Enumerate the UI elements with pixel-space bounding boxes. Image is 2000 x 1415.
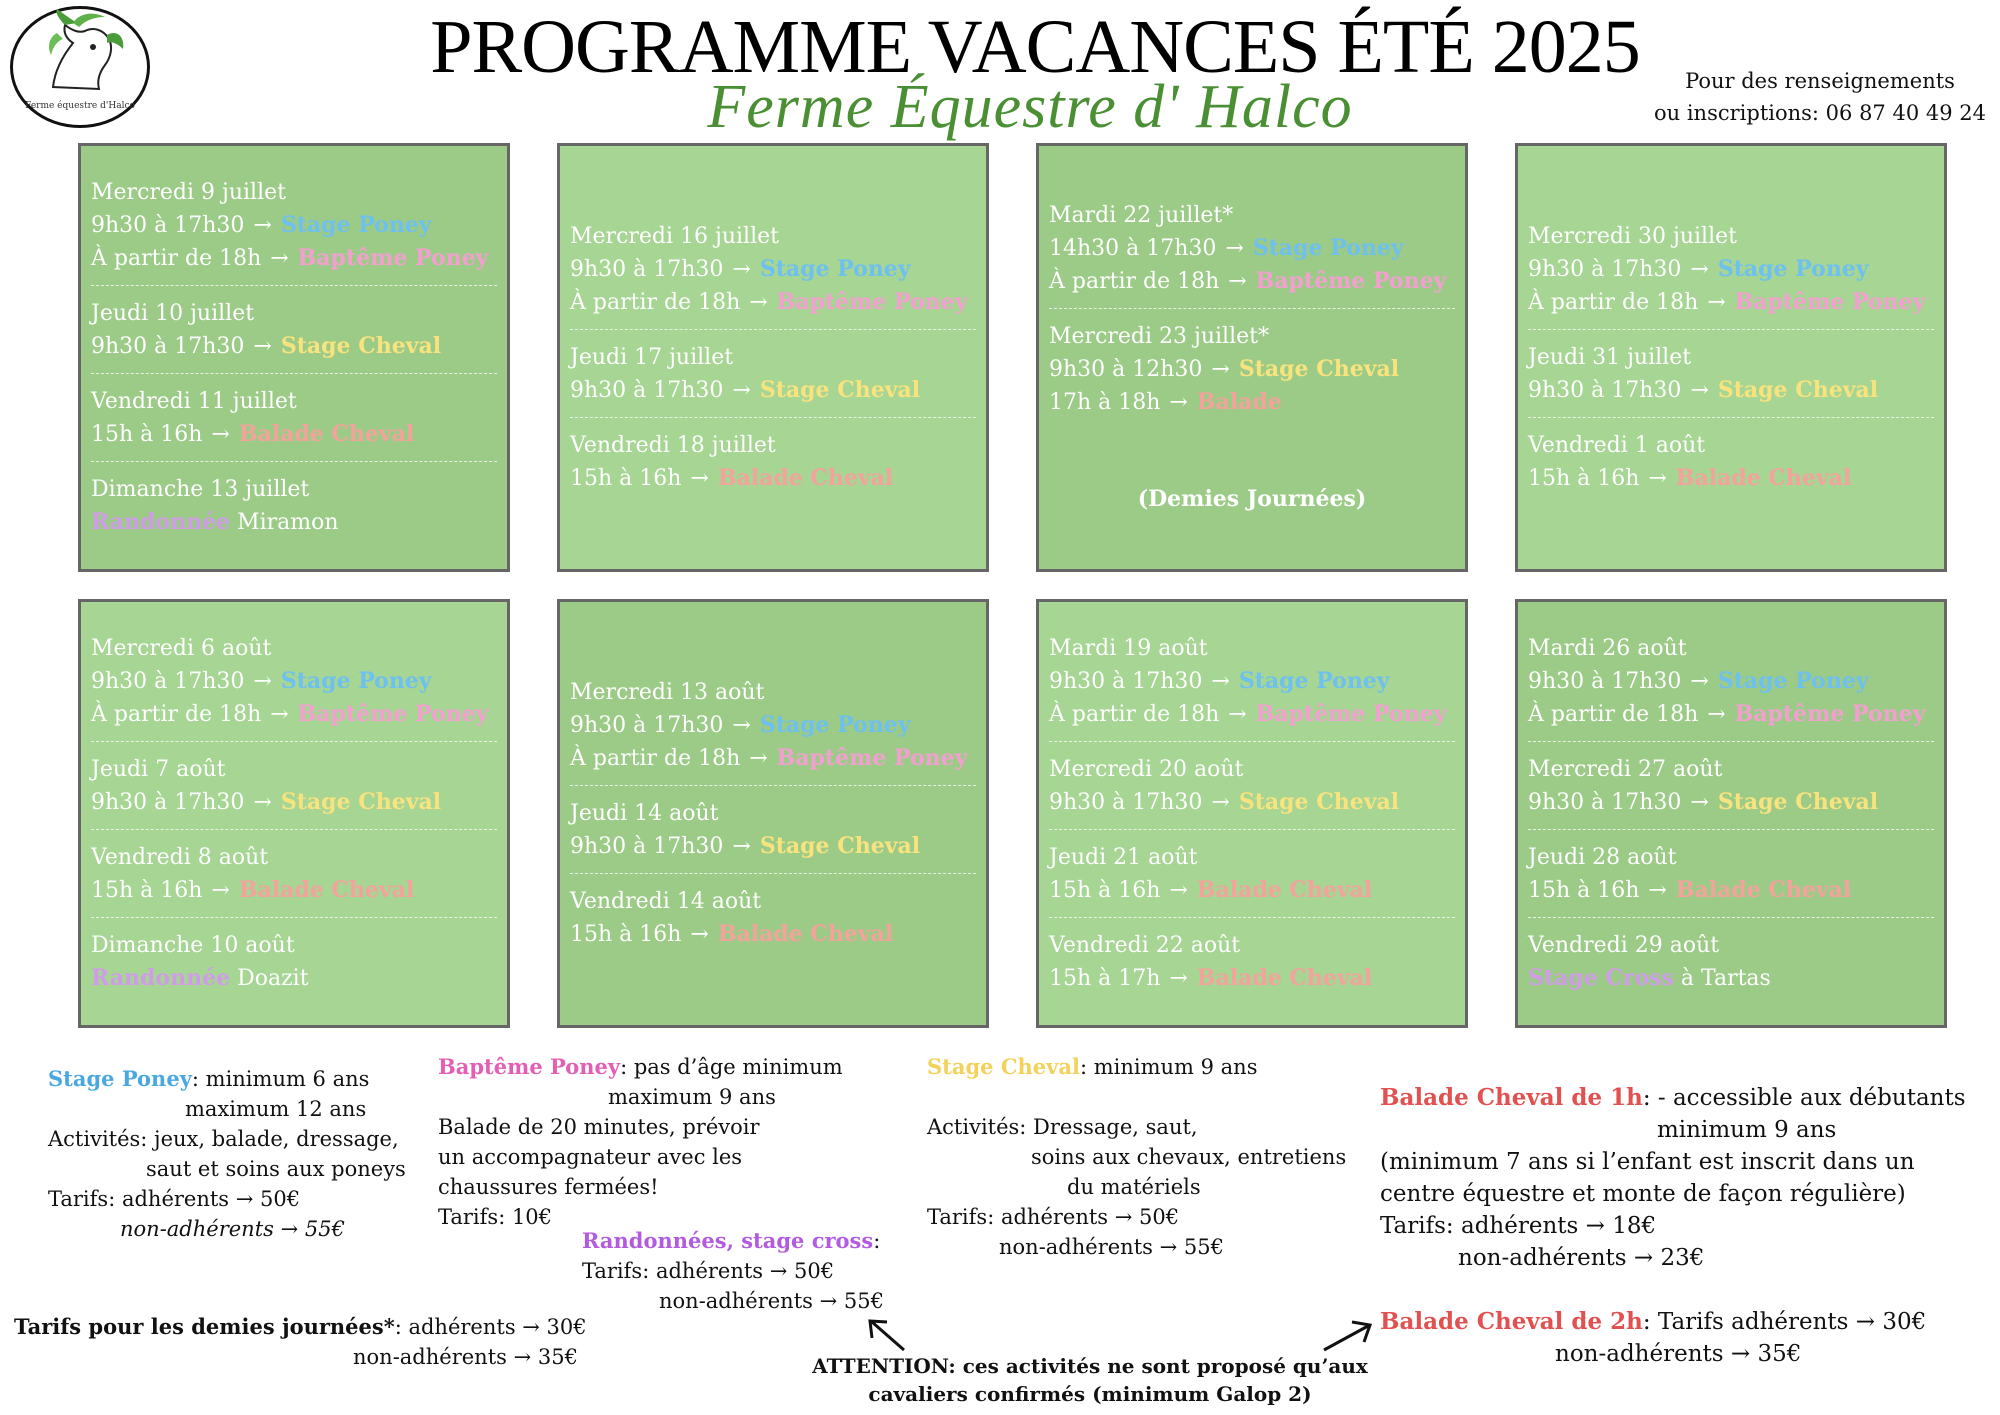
card-date: Jeudi 7 août bbox=[91, 756, 226, 782]
page-subtitle: Ferme Équestre d' Halco bbox=[707, 73, 1353, 141]
activity-time: 9h30 à 12h30 bbox=[1049, 357, 1203, 382]
info-text: : minimum 6 ans bbox=[191, 1067, 370, 1091]
info-text: : - accessible aux débutants bbox=[1642, 1085, 1966, 1111]
activity-name: Stage Poney bbox=[1238, 667, 1390, 694]
card-date: Jeudi 14 août bbox=[570, 800, 719, 826]
week-card bbox=[1515, 599, 1947, 1028]
arrow-icon: → bbox=[246, 212, 279, 238]
card-date: Vendredi 11 juillet bbox=[91, 388, 297, 414]
logo-text: Ferme équestre d'Halco bbox=[25, 101, 135, 111]
arrow-icon: → bbox=[725, 256, 758, 282]
card-divider bbox=[570, 873, 976, 874]
activity-name: Balade Cheval bbox=[1675, 876, 1852, 903]
activity-time: 15h à 16h bbox=[91, 421, 203, 447]
info-text: maximum 12 ans bbox=[185, 1097, 367, 1121]
arrow-icon: → bbox=[1683, 668, 1716, 694]
info-text: non-adhérents → 55€ bbox=[120, 1217, 345, 1241]
contact-line-2: ou inscriptions: 06 87 40 49 24 bbox=[1654, 101, 1986, 125]
info-text: du matériels bbox=[1067, 1175, 1201, 1199]
info-text: Activités: Dressage, saut, bbox=[927, 1115, 1198, 1139]
card-date: Dimanche 10 août bbox=[91, 932, 295, 958]
info-label-demi-journees: Tarifs pour les demies journées* bbox=[14, 1314, 395, 1339]
card-divider bbox=[1528, 917, 1934, 918]
arrow-icon: → bbox=[1683, 256, 1716, 282]
activity-name: Stage Poney bbox=[1717, 255, 1869, 282]
card-divider bbox=[570, 785, 976, 786]
card-activity-row bbox=[91, 418, 497, 451]
arrow-left-icon bbox=[862, 1316, 912, 1356]
card-activity-row bbox=[91, 665, 497, 698]
activity-time: 9h30 à 17h30 bbox=[1528, 668, 1682, 694]
card-date: Mercredi 27 août bbox=[1528, 756, 1723, 782]
arrow-icon: → bbox=[1221, 269, 1254, 294]
info-label-balade-1h: Balade Cheval de 1h bbox=[1380, 1084, 1643, 1111]
arrow-icon: → bbox=[1162, 965, 1195, 991]
activity-time: 9h30 à 17h30 bbox=[570, 712, 724, 738]
arrow-icon: → bbox=[1162, 877, 1195, 903]
activity-time: À partir de 18h bbox=[570, 745, 741, 771]
info-text: maximum 9 ans bbox=[608, 1085, 776, 1109]
activity-name: Stage Cheval bbox=[759, 376, 921, 403]
activity-time: À partir de 18h bbox=[91, 701, 262, 727]
activity-name: Randonnée bbox=[91, 508, 231, 535]
activity-time: 15h à 16h bbox=[570, 465, 682, 491]
activity-time: À partir de 18h bbox=[570, 289, 741, 315]
activity-time: À partir de 18h bbox=[1528, 701, 1699, 727]
card-date: Vendredi 22 août bbox=[1049, 932, 1241, 958]
card-divider bbox=[1049, 829, 1455, 830]
activity-time: 15h à 16h bbox=[1528, 877, 1640, 903]
card-activity-row bbox=[570, 709, 976, 742]
info-stage-poney bbox=[48, 1064, 406, 1244]
card-activity-row bbox=[570, 286, 976, 319]
card-activity-row bbox=[1528, 786, 1934, 819]
activity-time: 9h30 à 17h30 bbox=[91, 668, 245, 694]
info-text: Tarifs: adhérents → 50€ bbox=[927, 1205, 1180, 1229]
card-activity-row bbox=[1528, 962, 1934, 995]
card-activity-row bbox=[570, 918, 976, 951]
activity-name: Stage Cheval bbox=[1238, 356, 1400, 382]
arrow-icon: → bbox=[204, 877, 237, 903]
info-randonnees bbox=[582, 1226, 884, 1316]
info-text: minimum 9 ans bbox=[1657, 1117, 1837, 1143]
arrow-icon: → bbox=[263, 245, 296, 271]
info-text: un accompagnateur avec les bbox=[438, 1145, 743, 1169]
activity-time: 15h à 16h bbox=[1528, 465, 1640, 491]
info-text: chaussures fermées! bbox=[438, 1175, 659, 1199]
card-date: Vendredi 14 août bbox=[570, 888, 762, 914]
card-date: Jeudi 21 août bbox=[1049, 844, 1198, 870]
card-divider bbox=[91, 741, 497, 742]
card-activity-row bbox=[570, 374, 976, 407]
activity-name: Baptême Poney bbox=[776, 744, 968, 771]
logo bbox=[10, 6, 150, 128]
card-activity-row bbox=[1049, 265, 1455, 298]
info-text: Tarifs: adhérents → 18€ bbox=[1380, 1213, 1657, 1239]
card-date: Mercredi 13 août bbox=[570, 679, 765, 705]
card-divider bbox=[1528, 829, 1934, 830]
info-label-stage-poney: Stage Poney bbox=[48, 1066, 192, 1091]
info-text: non-adhérents → 55€ bbox=[999, 1235, 1224, 1259]
card-divider bbox=[1528, 417, 1934, 418]
arrow-icon: → bbox=[1162, 390, 1195, 415]
card-activity-row bbox=[1049, 874, 1455, 907]
card-date: Mardi 26 août bbox=[1528, 635, 1687, 661]
card-divider bbox=[570, 417, 976, 418]
arrow-icon: → bbox=[1641, 877, 1674, 903]
activity-name: Baptême Poney bbox=[776, 288, 968, 315]
info-text: (minimum 7 ans si l’enfant est inscrit dans un bbox=[1380, 1149, 1915, 1175]
week-card bbox=[557, 599, 989, 1028]
arrow-icon: → bbox=[683, 921, 716, 947]
card-date: Jeudi 28 août bbox=[1528, 844, 1677, 870]
info-text: : minimum 9 ans bbox=[1079, 1055, 1258, 1079]
week-card bbox=[1515, 143, 1947, 572]
arrow-icon: → bbox=[725, 712, 758, 738]
week-card bbox=[1036, 599, 1468, 1028]
activity-time: 9h30 à 17h30 bbox=[1528, 256, 1682, 282]
card-divider bbox=[91, 461, 497, 462]
card-date: Mercredi 30 juillet bbox=[1528, 223, 1737, 249]
card-activity-row bbox=[91, 242, 497, 275]
info-text: Tarifs: adhérents → 50€ bbox=[48, 1187, 301, 1211]
activity-name: Baptême Poney bbox=[297, 244, 489, 271]
activity-time: 9h30 à 17h30 bbox=[91, 789, 245, 815]
activity-time: 9h30 à 17h30 bbox=[91, 212, 245, 238]
card-activity-row bbox=[91, 786, 497, 819]
card-date: Mercredi 9 juillet bbox=[91, 179, 286, 205]
attention-line-1: ATTENTION: ces activités ne sont proposé qu’aux bbox=[812, 1354, 1368, 1378]
arrow-icon: → bbox=[1204, 789, 1237, 815]
activity-time: À partir de 18h bbox=[1528, 289, 1699, 315]
arrow-icon: → bbox=[1700, 289, 1733, 315]
card-divider bbox=[570, 329, 976, 330]
contact-line-1: Pour des renseignements bbox=[1685, 69, 1955, 93]
card-activity-row bbox=[1049, 786, 1455, 819]
arrow-icon: → bbox=[1204, 357, 1237, 382]
activity-name: Balade Cheval bbox=[1675, 464, 1852, 491]
info-text: soins aux chevaux, entretiens bbox=[1031, 1145, 1347, 1169]
activity-name: Stage Cheval bbox=[280, 788, 442, 815]
activity-time: 15h à 16h bbox=[91, 877, 203, 903]
activity-time: 9h30 à 17h30 bbox=[1528, 377, 1682, 403]
arrow-icon: → bbox=[1700, 701, 1733, 727]
activity-name: Stage Poney bbox=[280, 211, 432, 238]
arrow-icon: → bbox=[1218, 236, 1251, 261]
info-text: Balade de 20 minutes, prévoir bbox=[438, 1115, 760, 1139]
week-card bbox=[78, 143, 510, 572]
arrow-icon: → bbox=[1221, 701, 1254, 727]
activity-name: Balade Cheval bbox=[238, 876, 415, 903]
info-text: non-adhérents → 35€ bbox=[353, 1345, 578, 1369]
card-date: Mardi 22 juillet* bbox=[1049, 203, 1234, 228]
card-activity-row bbox=[1049, 665, 1455, 698]
card-activity-row bbox=[1049, 962, 1455, 995]
activity-name: Balade Cheval bbox=[1196, 876, 1373, 903]
page-title: PROGRAMME VACANCES ÉTÉ 2025 bbox=[430, 5, 1640, 89]
arrow-icon: → bbox=[246, 333, 279, 359]
card-divider bbox=[1049, 741, 1455, 742]
info-demi-journees bbox=[14, 1312, 587, 1372]
week-card bbox=[557, 143, 989, 572]
card-date: Jeudi 31 juillet bbox=[1528, 344, 1692, 370]
activity-place: Miramon bbox=[230, 509, 339, 535]
contact-info bbox=[1640, 65, 2000, 129]
card-activity-row bbox=[1049, 698, 1455, 731]
card-activity-row bbox=[1528, 286, 1934, 319]
activity-name: Stage Poney bbox=[1252, 235, 1404, 261]
info-text: Tarifs: adhérents → 50€ bbox=[582, 1259, 835, 1283]
card-activity-row bbox=[1049, 232, 1455, 265]
arrow-icon: → bbox=[204, 421, 237, 447]
activity-time: 15h à 17h bbox=[1049, 965, 1161, 991]
card-date: Vendredi 8 août bbox=[91, 844, 269, 870]
activity-name: Stage Cheval bbox=[1717, 376, 1879, 403]
arrow-icon: → bbox=[725, 833, 758, 859]
info-text: centre équestre et monte de façon régulière) bbox=[1380, 1181, 1906, 1207]
info-label-balade-2h: Balade Cheval de 2h bbox=[1380, 1308, 1643, 1335]
activity-name: Balade Cheval bbox=[717, 464, 894, 491]
card-activity-row bbox=[1528, 874, 1934, 907]
activity-time: À partir de 18h bbox=[91, 245, 262, 271]
card-activity-row bbox=[570, 830, 976, 863]
card-date: Mercredi 6 août bbox=[91, 635, 272, 661]
arrow-icon: → bbox=[742, 745, 775, 771]
info-label-bapteme-poney: Baptême Poney bbox=[438, 1054, 621, 1079]
info-text: saut et soins aux poneys bbox=[146, 1157, 406, 1181]
info-label-stage-cheval: Stage Cheval bbox=[927, 1054, 1080, 1079]
arrow-right-icon bbox=[1318, 1316, 1378, 1356]
card-divider bbox=[1049, 308, 1455, 309]
horse-head-icon bbox=[13, 9, 147, 99]
activity-name: Baptême Poney bbox=[1734, 288, 1926, 315]
info-label-randonnees: Randonnées, stage cross bbox=[582, 1228, 874, 1253]
info-balade-1h bbox=[1380, 1082, 1966, 1274]
activity-name: Balade bbox=[1196, 389, 1282, 415]
card-activity-row bbox=[1049, 353, 1455, 386]
arrow-icon: → bbox=[725, 377, 758, 403]
card-activity-row bbox=[91, 874, 497, 907]
activity-name: Balade Cheval bbox=[1196, 964, 1373, 991]
activity-time: 9h30 à 17h30 bbox=[570, 833, 724, 859]
card-date: Jeudi 17 juillet bbox=[570, 344, 734, 370]
card-activity-row bbox=[91, 506, 497, 539]
activity-name: Stage Cross bbox=[1528, 964, 1674, 991]
arrow-icon: → bbox=[683, 465, 716, 491]
info-text: Activités: jeux, balade, dressage, bbox=[48, 1127, 399, 1151]
card-activity-row bbox=[1528, 665, 1934, 698]
card-activity-row bbox=[570, 462, 976, 495]
card-divider bbox=[91, 829, 497, 830]
activity-time: 9h30 à 17h30 bbox=[570, 377, 724, 403]
activity-time: 17h à 18h bbox=[1049, 390, 1161, 415]
arrow-icon: → bbox=[1641, 465, 1674, 491]
card-activity-row bbox=[1049, 386, 1455, 419]
card-date: Vendredi 18 juillet bbox=[570, 432, 776, 458]
week-card bbox=[78, 599, 510, 1028]
info-text: non-adhérents → 55€ bbox=[659, 1289, 884, 1313]
activity-time: À partir de 18h bbox=[1049, 701, 1220, 727]
info-bapteme-poney bbox=[438, 1052, 843, 1232]
card-activity-row bbox=[91, 209, 497, 242]
info-text: non-adhérents → 35€ bbox=[1555, 1341, 1802, 1367]
activity-name: Baptême Poney bbox=[1255, 700, 1447, 727]
activity-name: Stage Cheval bbox=[1238, 788, 1400, 815]
activity-time: 15h à 16h bbox=[1049, 877, 1161, 903]
arrow-icon: → bbox=[263, 701, 296, 727]
activity-time: 9h30 à 17h30 bbox=[1528, 789, 1682, 815]
card-date: Vendredi 1 août bbox=[1528, 432, 1706, 458]
attention-line-2: cavaliers confirmés (minimum Galop 2) bbox=[868, 1382, 1312, 1406]
card-date: Vendredi 29 août bbox=[1528, 932, 1720, 958]
activity-name: Randonnée bbox=[91, 964, 231, 991]
info-text: : pas d’âge minimum bbox=[620, 1055, 843, 1079]
activity-name: Stage Poney bbox=[759, 255, 911, 282]
activity-time: 9h30 à 17h30 bbox=[91, 333, 245, 359]
card-date: Dimanche 13 juillet bbox=[91, 476, 310, 502]
arrow-icon: → bbox=[246, 789, 279, 815]
activity-name: Baptême Poney bbox=[1255, 268, 1447, 294]
week-card bbox=[1036, 143, 1468, 572]
activity-time: 9h30 à 17h30 bbox=[1049, 789, 1203, 815]
activity-name: Baptême Poney bbox=[1734, 700, 1926, 727]
info-balade-2h bbox=[1380, 1306, 1926, 1370]
info-text: Tarifs: 10€ bbox=[438, 1205, 553, 1229]
card-divider bbox=[1528, 741, 1934, 742]
arrow-icon: → bbox=[742, 289, 775, 315]
card-divider bbox=[1049, 917, 1455, 918]
activity-time: 9h30 à 17h30 bbox=[1049, 668, 1203, 694]
card-activity-row bbox=[91, 698, 497, 731]
activity-place: Doazit bbox=[230, 965, 309, 991]
activity-time: 15h à 16h bbox=[570, 921, 682, 947]
card-activity-row bbox=[570, 253, 976, 286]
card-date: Jeudi 10 juillet bbox=[91, 300, 255, 326]
activity-name: Stage Poney bbox=[280, 667, 432, 694]
arrow-icon: → bbox=[1683, 789, 1716, 815]
card-date: Mercredi 23 juillet* bbox=[1049, 324, 1269, 349]
card-activity-row bbox=[1528, 374, 1934, 407]
card-note: (Demies Journées) bbox=[1137, 486, 1367, 512]
info-text: : adhérents → 30€ bbox=[394, 1315, 587, 1339]
activity-name: Balade Cheval bbox=[717, 920, 894, 947]
activity-place: à Tartas bbox=[1673, 965, 1771, 991]
activity-name: Stage Cheval bbox=[280, 332, 442, 359]
card-divider bbox=[91, 917, 497, 918]
arrow-icon: → bbox=[246, 668, 279, 694]
info-text: : bbox=[873, 1229, 881, 1253]
card-date: Mercredi 20 août bbox=[1049, 756, 1244, 782]
activity-name: Baptême Poney bbox=[297, 700, 489, 727]
card-activity-row bbox=[1528, 253, 1934, 286]
info-stage-cheval bbox=[927, 1052, 1346, 1262]
card-divider bbox=[1528, 329, 1934, 330]
activity-name: Stage Poney bbox=[759, 711, 911, 738]
activity-name: Stage Poney bbox=[1717, 667, 1869, 694]
activity-time: À partir de 18h bbox=[1049, 269, 1220, 294]
card-activity-row bbox=[1528, 698, 1934, 731]
card-divider bbox=[91, 285, 497, 286]
activity-name: Stage Cheval bbox=[759, 832, 921, 859]
card-date: Mardi 19 août bbox=[1049, 635, 1208, 661]
info-text: non-adhérents → 23€ bbox=[1458, 1245, 1705, 1271]
activity-time: 9h30 à 17h30 bbox=[570, 256, 724, 282]
card-date: Mercredi 16 juillet bbox=[570, 223, 779, 249]
arrow-icon: → bbox=[1683, 377, 1716, 403]
attention-note bbox=[810, 1352, 1370, 1408]
card-activity-row bbox=[91, 962, 497, 995]
card-activity-row bbox=[91, 330, 497, 363]
info-text: : Tarifs adhérents → 30€ bbox=[1642, 1309, 1927, 1335]
activity-time: 14h30 à 17h30 bbox=[1049, 236, 1217, 261]
card-activity-row bbox=[570, 742, 976, 775]
arrow-icon: → bbox=[1204, 668, 1237, 694]
activity-name: Balade Cheval bbox=[238, 420, 415, 447]
card-divider bbox=[91, 373, 497, 374]
card-activity-row bbox=[1528, 462, 1934, 495]
activity-name: Stage Cheval bbox=[1717, 788, 1879, 815]
